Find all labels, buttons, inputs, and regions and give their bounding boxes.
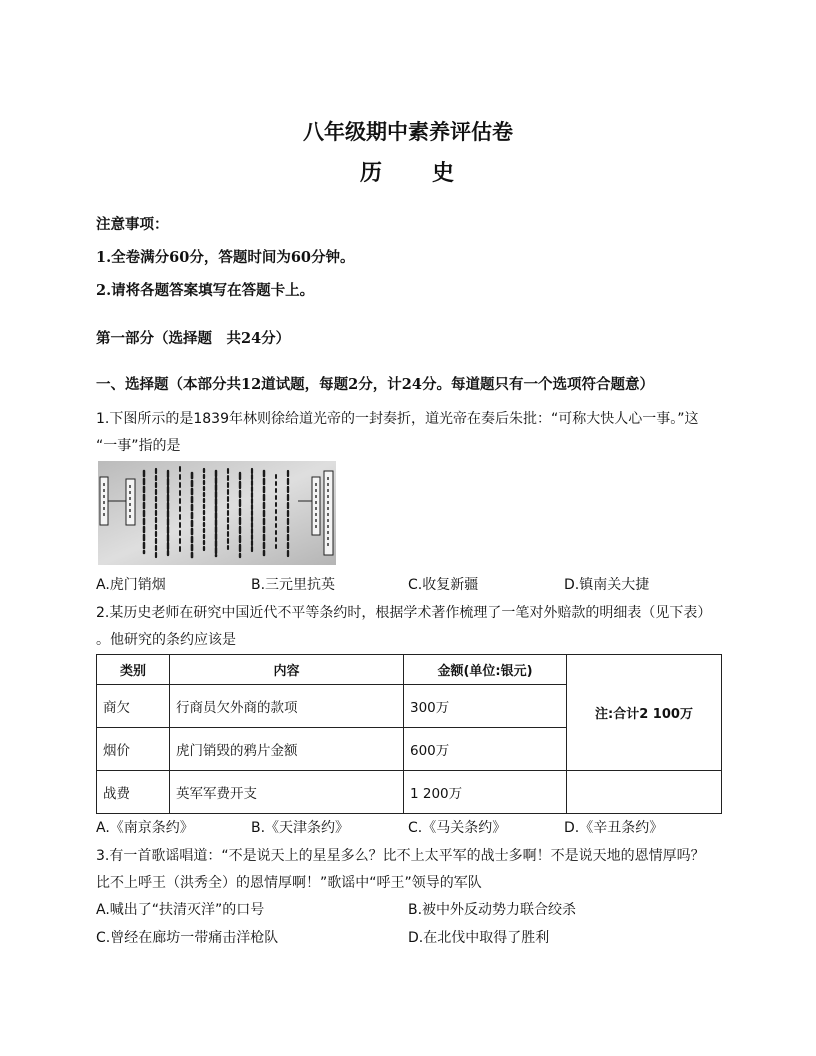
q3-option-d[interactable]: D.在北伐中取得了胜利 [408, 930, 550, 946]
q1-option-a[interactable]: A.虎门销烟 [96, 577, 166, 593]
notice-item-1: 1.全卷满分60分，答题时间为60分钟。 [96, 249, 355, 266]
table-header-category: 类别 [97, 655, 170, 685]
q3-stem-line1: 3.有一首歌谣唱道：“不是说天上的星星多么？比不上太平军的战士多啊！不是说天地的恩情厚吗？ [96, 848, 705, 864]
table-row [97, 771, 722, 814]
q2-option-c[interactable]: C.《马关条约》 [408, 820, 507, 836]
q2-stem-line2: 。他研究的条约应该是 [96, 632, 236, 648]
q2-option-d[interactable]: D.《辛丑条约》 [564, 820, 664, 836]
table-cell: 行商员欠外商的款项 [170, 685, 404, 728]
q1-option-d[interactable]: D.镇南关大捷 [564, 577, 650, 593]
q3-option-b[interactable]: B.被中外反动势力联合绞杀 [408, 902, 577, 918]
q1-option-b[interactable]: B.三元里抗英 [251, 577, 336, 593]
notice-item-2: 2.请将各题答案填写在答题卡上。 [96, 282, 315, 299]
table-cell: 300万 [404, 685, 567, 728]
q2-option-b[interactable]: B.《天津条约》 [251, 820, 350, 836]
q3-option-c[interactable]: C.曾经在廊坊一带痛击洋枪队 [96, 930, 279, 946]
q1-option-c[interactable]: C.收复新疆 [408, 577, 479, 593]
table-header-content: 内容 [170, 655, 404, 685]
q2-option-a[interactable]: A.《南京条约》 [96, 820, 194, 836]
memorial-scan-svg [98, 461, 336, 565]
indemnity-table [96, 654, 722, 814]
part1-heading: 第一部分（选择题 共24分） [96, 330, 291, 347]
q1-stem-line1: 1.下图所示的是1839年林则徐给道光帝的一封奏折，道光帝在奏后朱批：“可称大快人心一事。”这 [96, 411, 699, 427]
q2-stem-line1: 2.某历史老师在研究中国近代不平等条约时，根据学术著作梳理了一笔对外赔款的明细表（见下表） [96, 605, 712, 621]
table-header-amount: 金额(单位:银元) [404, 655, 567, 685]
q3-stem-line2: 比不上呼王（洪秀全）的恩情厚啊！”歌谣中“呼王”领导的军队 [96, 875, 482, 891]
table-cell: 600万 [404, 728, 567, 771]
exam-title: 八年级期中素养评估卷 [303, 119, 513, 144]
notice-heading: 注意事项： [96, 216, 169, 233]
table-header-row [97, 655, 722, 685]
table-cell: 英军军费开支 [170, 771, 404, 814]
table-empty-cell [567, 771, 722, 814]
table-cell: 战费 [97, 771, 170, 814]
table-cell: 虎门销毁的鸦片金额 [170, 728, 404, 771]
section-heading: 一、选择题（本部分共12道试题，每题2分，计24分。每道题只有一个选项符合题意） [96, 376, 654, 393]
table-cell: 烟价 [97, 728, 170, 771]
subject-title: 历 史 [359, 160, 456, 186]
table-note: 注:合计2 100万 [567, 655, 722, 771]
memorial-scan-image [98, 461, 336, 565]
table-cell: 1 200万 [404, 771, 567, 814]
table-cell: 商欠 [97, 685, 170, 728]
q1-stem-line2: “一事”指的是 [96, 438, 181, 454]
q3-option-a[interactable]: A.喊出了“扶清灭洋”的口号 [96, 902, 265, 918]
